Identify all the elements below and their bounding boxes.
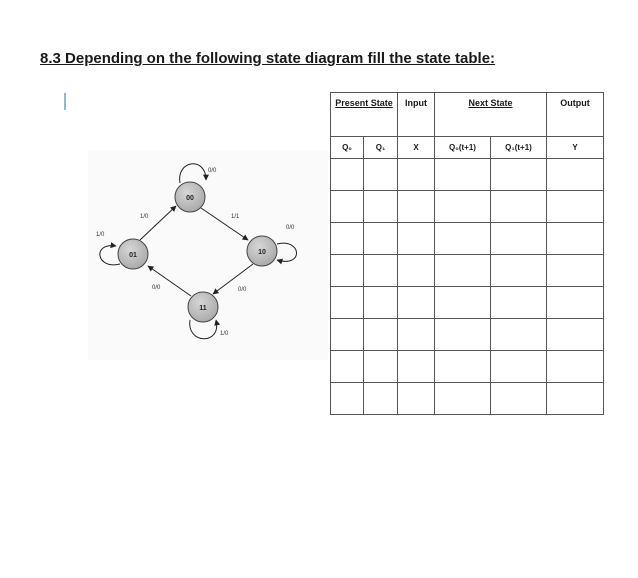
table-row bbox=[331, 351, 604, 383]
state-node-01 bbox=[118, 239, 148, 269]
state-node-11 bbox=[188, 292, 218, 322]
header-next-state: Next State bbox=[435, 93, 547, 137]
table-row bbox=[331, 159, 604, 191]
answer-cell[interactable] bbox=[331, 255, 364, 287]
answer-cell[interactable] bbox=[435, 383, 491, 415]
table-row bbox=[331, 191, 604, 223]
answer-cell[interactable] bbox=[364, 287, 398, 319]
answer-cell[interactable] bbox=[435, 351, 491, 383]
header-input: Input bbox=[398, 93, 435, 137]
answer-cell[interactable] bbox=[398, 351, 435, 383]
table-body bbox=[331, 159, 604, 415]
transition-label-00-00: 0/0 bbox=[208, 168, 217, 174]
answer-cell[interactable] bbox=[491, 191, 547, 223]
answer-cell[interactable] bbox=[547, 223, 604, 255]
answer-cell[interactable] bbox=[331, 319, 364, 351]
answer-cell[interactable] bbox=[435, 287, 491, 319]
answer-cell[interactable] bbox=[547, 255, 604, 287]
answer-cell[interactable] bbox=[491, 319, 547, 351]
answer-cell[interactable] bbox=[547, 287, 604, 319]
table-row bbox=[331, 319, 604, 351]
answer-cell[interactable] bbox=[331, 191, 364, 223]
transition-label-10-11: 0/0 bbox=[238, 287, 247, 293]
answer-cell[interactable] bbox=[364, 351, 398, 383]
answer-cell[interactable] bbox=[331, 287, 364, 319]
answer-cell[interactable] bbox=[435, 319, 491, 351]
answer-cell[interactable] bbox=[398, 383, 435, 415]
state-label-01: 01 bbox=[129, 252, 137, 259]
answer-cell[interactable] bbox=[491, 383, 547, 415]
transition-label-00-10: 1/1 bbox=[231, 214, 240, 220]
state-node-00 bbox=[175, 182, 205, 212]
transition-label-01-01: 1/0 bbox=[96, 232, 105, 238]
state-label-11: 11 bbox=[199, 305, 207, 312]
answer-cell[interactable] bbox=[491, 351, 547, 383]
answer-cell[interactable] bbox=[491, 159, 547, 191]
subheader-q1: Q₁ bbox=[364, 137, 398, 159]
answer-cell[interactable] bbox=[331, 383, 364, 415]
subheader-q0: Q₀ bbox=[331, 137, 364, 159]
transition-label-11-11: 1/0 bbox=[220, 331, 229, 337]
answer-cell[interactable] bbox=[364, 159, 398, 191]
subheader-y: Y bbox=[547, 137, 604, 159]
table-row bbox=[331, 223, 604, 255]
transition-label-11-01: 0/0 bbox=[152, 285, 161, 291]
answer-cell[interactable] bbox=[331, 351, 364, 383]
state-node-10 bbox=[247, 236, 277, 266]
table-row bbox=[331, 287, 604, 319]
subheader-q1-next: Q₁(t+1) bbox=[491, 137, 547, 159]
subheader-q0-next: Q₀(t+1) bbox=[435, 137, 491, 159]
state-label-00: 00 bbox=[186, 195, 194, 202]
header-output: Output bbox=[547, 93, 604, 137]
answer-cell[interactable] bbox=[398, 223, 435, 255]
answer-cell[interactable] bbox=[364, 383, 398, 415]
header-present-state: Present State bbox=[331, 93, 398, 137]
answer-cell[interactable] bbox=[398, 287, 435, 319]
answer-cell[interactable] bbox=[331, 159, 364, 191]
state-table bbox=[330, 92, 604, 415]
table-row bbox=[331, 383, 604, 415]
table-row bbox=[331, 255, 604, 287]
answer-cell[interactable] bbox=[547, 159, 604, 191]
answer-cell[interactable] bbox=[364, 223, 398, 255]
transition-label-01-00: 1/0 bbox=[140, 214, 149, 220]
answer-cell[interactable] bbox=[398, 319, 435, 351]
state-diagram bbox=[88, 150, 328, 360]
answer-cell[interactable] bbox=[364, 255, 398, 287]
question-title: 8.3 Depending on the following state diagram fill the state table: bbox=[40, 50, 496, 67]
answer-cell[interactable] bbox=[547, 383, 604, 415]
answer-cell[interactable] bbox=[435, 159, 491, 191]
state-label-10: 10 bbox=[258, 249, 266, 256]
answer-cell[interactable] bbox=[331, 223, 364, 255]
answer-cell[interactable] bbox=[547, 351, 604, 383]
answer-cell[interactable] bbox=[491, 255, 547, 287]
answer-cell[interactable] bbox=[398, 255, 435, 287]
answer-cell[interactable] bbox=[547, 319, 604, 351]
subheader-x: X bbox=[398, 137, 435, 159]
text-cursor bbox=[64, 93, 66, 110]
answer-cell[interactable] bbox=[435, 255, 491, 287]
answer-cell[interactable] bbox=[491, 287, 547, 319]
transition-label-10-10: 0/0 bbox=[286, 225, 295, 231]
answer-cell[interactable] bbox=[491, 223, 547, 255]
answer-cell[interactable] bbox=[398, 159, 435, 191]
answer-cell[interactable] bbox=[364, 319, 398, 351]
answer-cell[interactable] bbox=[398, 191, 435, 223]
answer-cell[interactable] bbox=[435, 191, 491, 223]
answer-cell[interactable] bbox=[364, 191, 398, 223]
answer-cell[interactable] bbox=[547, 191, 604, 223]
answer-cell[interactable] bbox=[435, 223, 491, 255]
